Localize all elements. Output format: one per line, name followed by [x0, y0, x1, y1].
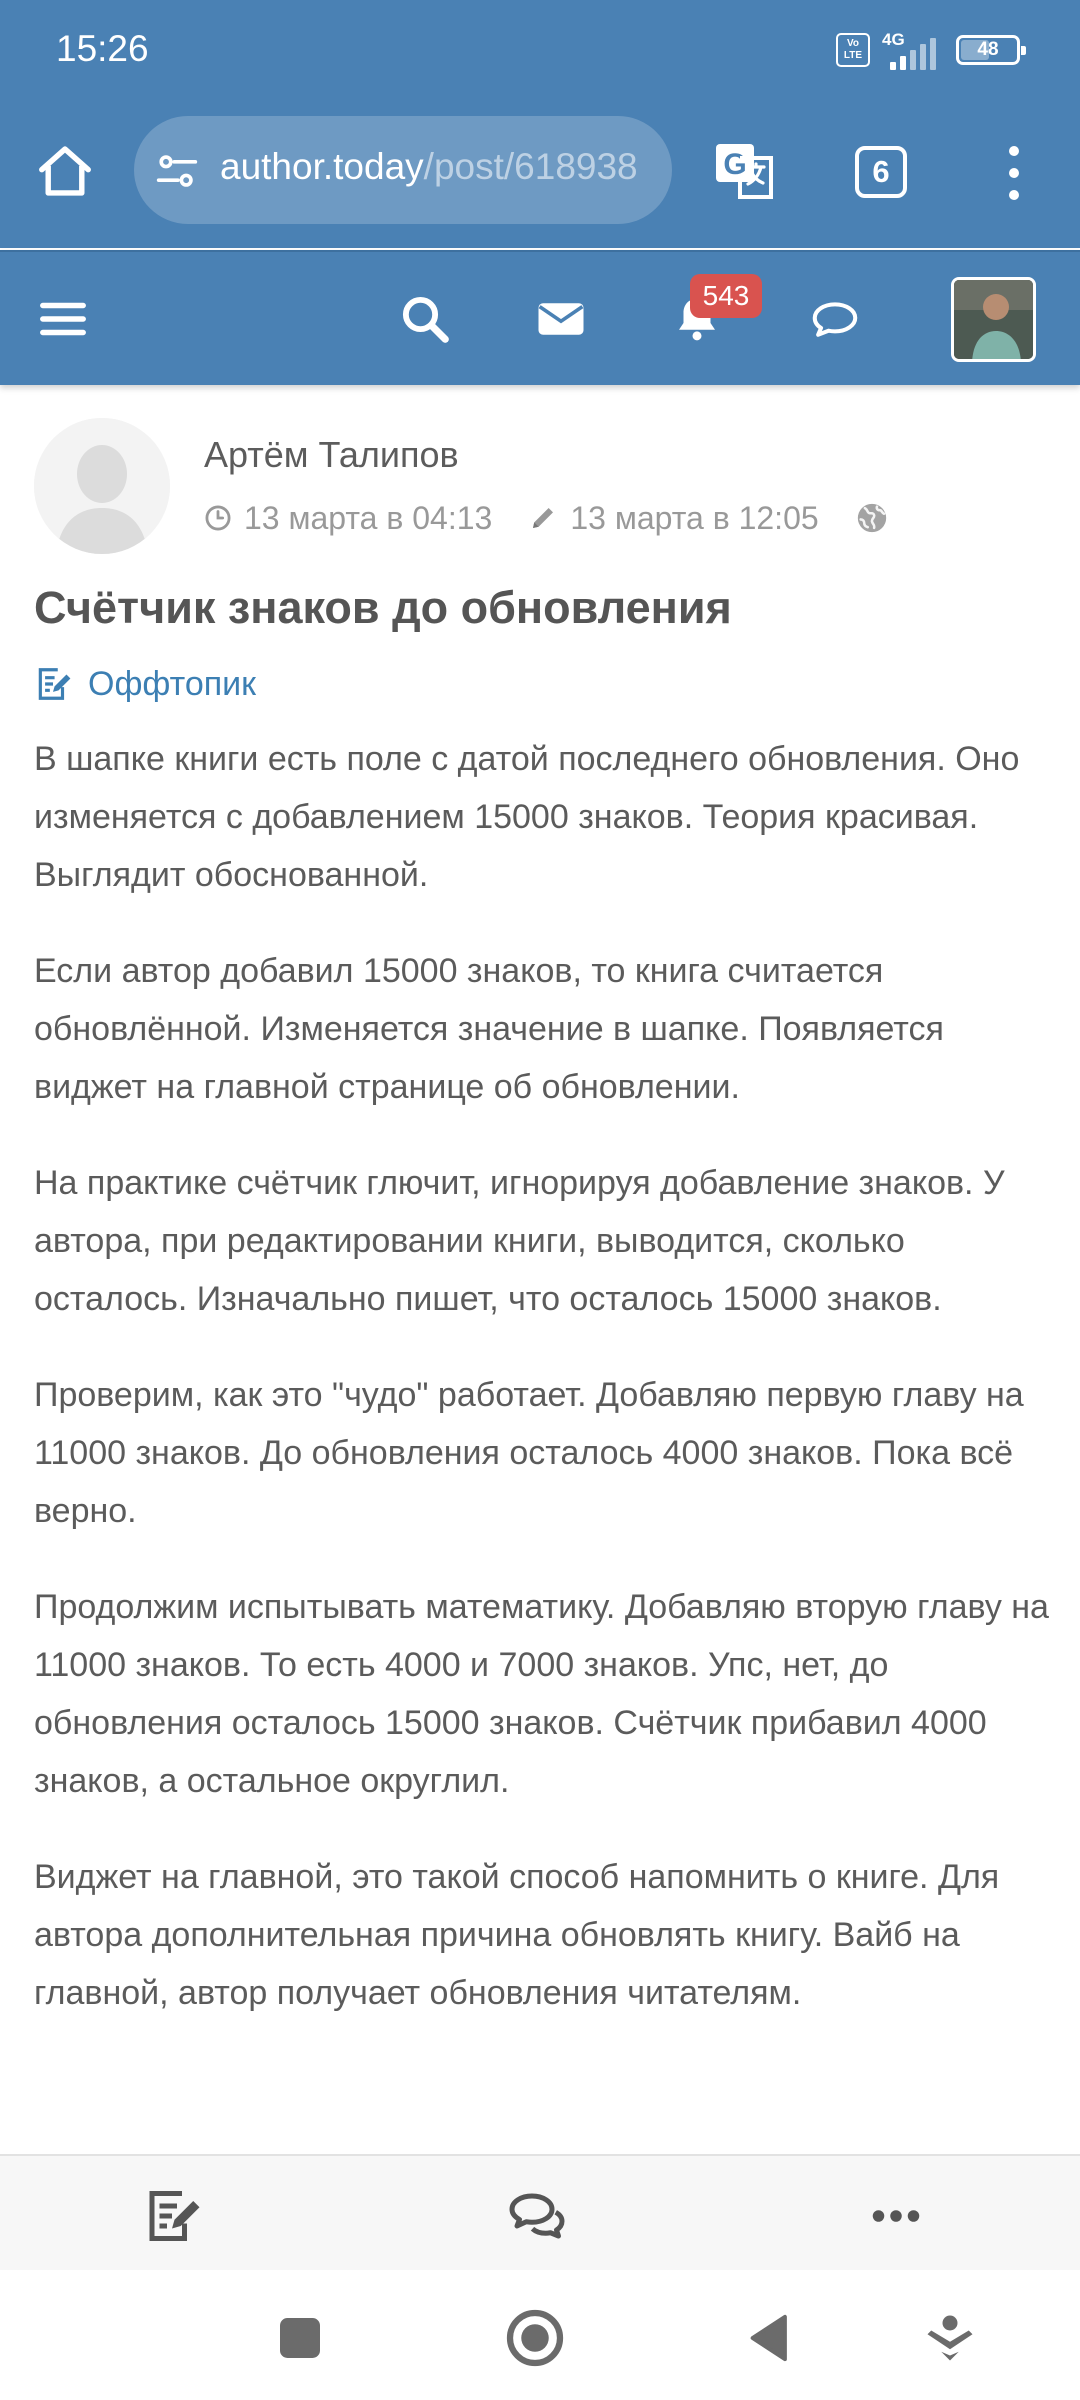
translate-icon[interactable] — [712, 138, 776, 202]
svg-text:G: G — [723, 148, 747, 181]
more-horiz-icon[interactable] — [866, 2186, 926, 2246]
hamburger-menu-icon[interactable] — [36, 292, 90, 346]
notifications-badge[interactable]: 543 — [690, 274, 762, 318]
tabs-button[interactable]: 6 — [855, 146, 907, 198]
chat-bubble-icon[interactable] — [808, 292, 862, 346]
site-header — [0, 250, 1080, 385]
browser-toolbar — [0, 110, 1080, 230]
status-bar — [0, 0, 1080, 100]
post-title: Счётчик знаков до обновления — [34, 582, 732, 633]
discussions-icon[interactable] — [507, 2186, 567, 2246]
address-bar[interactable] — [134, 116, 672, 224]
network-type-label: 4G — [882, 30, 905, 49]
status-icons — [836, 30, 1020, 70]
category-label[interactable]: Оффтопик — [88, 664, 257, 703]
home-icon[interactable] — [34, 140, 96, 202]
search-icon[interactable] — [398, 292, 452, 346]
home-circle-icon[interactable] — [505, 2308, 565, 2368]
post-body — [34, 730, 1054, 2154]
post-paragraph: На практике счётчик глючит, игнорируя добавление знаков. У автора, при редактировании книги, выводится, сколько осталось. Изначально пишет, что осталось 15000 знаков. — [34, 1164, 1005, 1318]
user-avatar[interactable] — [951, 277, 1036, 362]
post-meta — [204, 498, 889, 538]
post-paragraph: Продолжим испытывать математику. Добавляю вторую главу на 11000 знаков. То есть 4000 и 7000 знаков. Упс, нет, до обновления осталось 15000 знаков. Счётчик прибавил 4000 знаков, а остальное округлил. — [34, 1588, 1049, 1800]
system-navigation-bar — [0, 2270, 1080, 2400]
more-vert-icon[interactable] — [1000, 146, 1028, 200]
post-paragraph: Если автор добавил 15000 знаков, то книга считается обновлённой. Изменяется значение в шапке. Появляется виджет на главной странице об обновлении. — [34, 952, 944, 1106]
browser-chrome — [0, 0, 1080, 248]
signal-icon — [880, 30, 946, 70]
url-path: /post/618938 — [423, 146, 638, 187]
recents-square-icon[interactable] — [270, 2308, 330, 2368]
tune-icon[interactable] — [154, 149, 200, 193]
site-bottom-bar — [0, 2154, 1080, 2270]
battery-icon — [956, 35, 1020, 65]
post-category[interactable] — [34, 662, 256, 706]
post-paragraph: Проверим, как это "чудо" работает. Добавляю первую главу на 11000 знаков. До обновления осталось 4000 знаков. Пока всё верно. — [34, 1376, 1024, 1530]
url-host: author.today — [220, 146, 424, 187]
mail-icon[interactable] — [534, 292, 588, 346]
volte-icon: Vo LTE — [836, 33, 870, 67]
write-post-icon[interactable] — [142, 2186, 202, 2246]
post-paragraph: В шапке книги есть поле с датой последнего обновления. Оно изменяется с добавлением 15000 знаков. Теория красивая. Выглядит обоснованной. — [34, 740, 1020, 894]
author-avatar[interactable] — [34, 418, 170, 554]
clock-icon — [204, 504, 232, 532]
assistant-icon[interactable] — [920, 2308, 980, 2368]
author-name[interactable]: Артём Талипов — [204, 434, 459, 475]
pencil-icon — [528, 503, 558, 533]
status-time: 15:26 — [56, 28, 149, 69]
edited-date: 13 марта в 12:05 — [570, 499, 819, 536]
url-text[interactable] — [220, 146, 638, 188]
document-edit-icon — [34, 665, 72, 703]
globe-icon — [855, 501, 889, 535]
battery-level: 48 — [977, 39, 999, 60]
published-date: 13 марта в 04:13 — [244, 499, 493, 536]
back-triangle-icon[interactable] — [740, 2308, 800, 2368]
post-paragraph: Виджет на главной, это такой способ напомнить о книге. Для автора дополнительная причина обновлять книгу. Вайб на главной, автор получает обновления читателям. — [34, 1858, 1000, 2012]
